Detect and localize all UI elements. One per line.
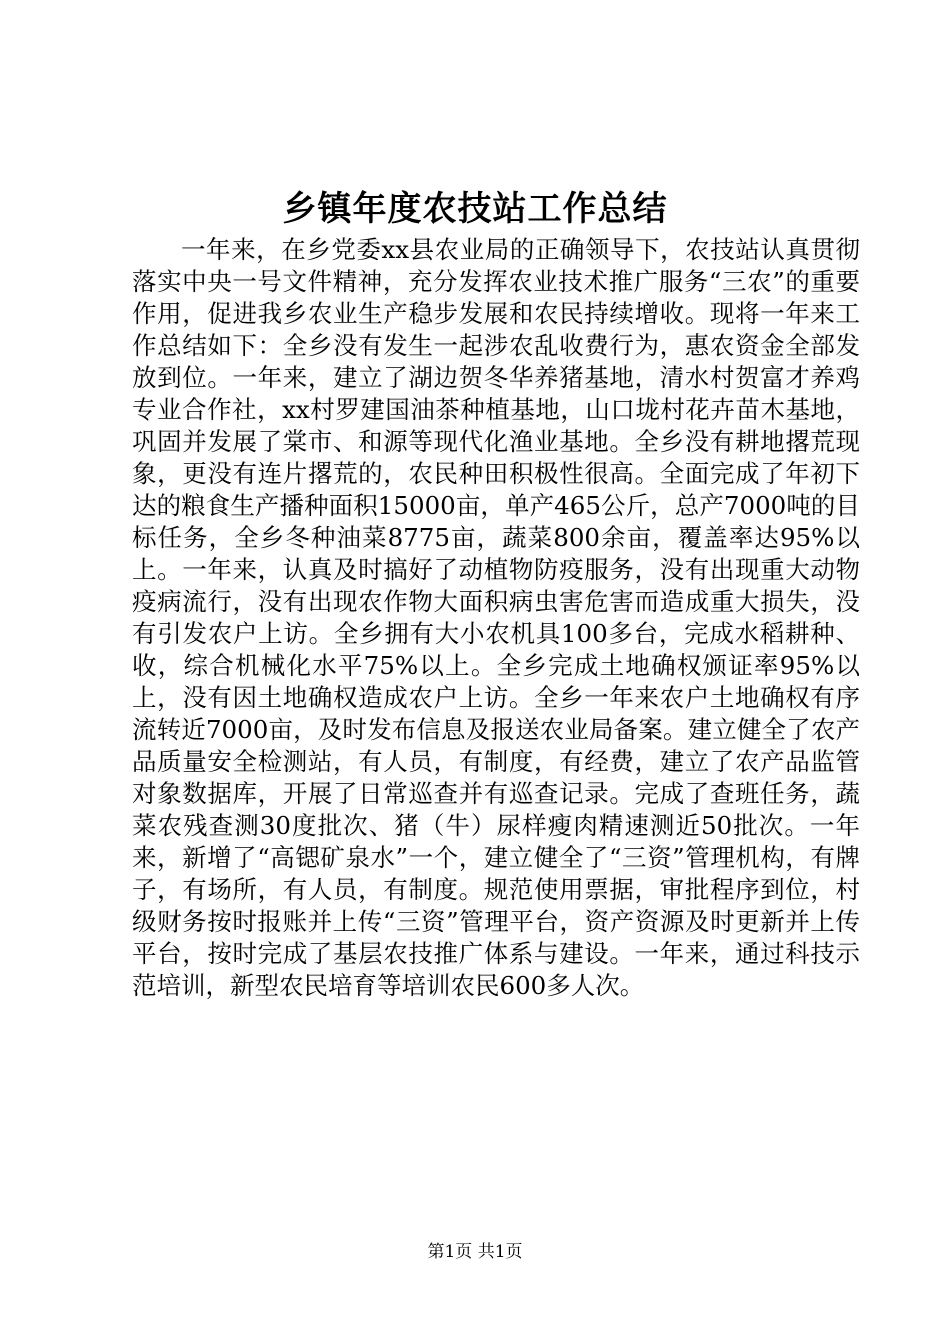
document-title: 乡镇年度农技站工作总结 — [282, 189, 668, 229]
document-body-paragraph: 一年来，在乡党委xx县农业局的正确领导下，农技站认真贯彻落实中央一号文件精神，充分发挥农业技术推广服务“三农”的重要作用，促进我乡农业生产稳步发展和农民持续增收。现将一年来工作总结如下：全乡没有发生一起涉农乱收费行为，惠农资金全部发放到位。一年来，建立了湖边贺冬华养猪基地，清水村贺富才养鸡专业合作社，xx村罗建国油茶种植基地，山口垅村花卉苗木基地，巩固并发展了棠市、和源等现代化渔业基地。全乡没有耕地撂荒现象，更没有连片撂荒的，农民种田积极性很高。全面完成了年初下达的粮食生产播种面积15000亩，单产465公斤，总产7000吨的目标任务，全乡冬种油菜8775亩，蔬菜800余亩，覆盖率达95%以上。一年来，认真及时搞好了动植物防疫服务，没有出现重大动物疫病流行，没有出现农作物大面积病虫害危害而造成重大损失，没有引发农户上访。全乡拥有大小农机具100多台，完成水稻耕种、收，综合机械化水平75%以上。全乡完成土地确权颁证率95%以上，没有因土地确权造成农户上访。全乡一年来农户土地确权有序流转近7000亩，及时发布信息及报送农业局备案。建立健全了农产品质量安全检测站，有人员，有制度，有经费，建立了农产品监管对象数据库，开展了日常巡查并有巡查记录。完成了查班任务，蔬菜农残查测30度批次、猪（牛）尿样瘦肉精速测近50批次。一年来，新增了“高锶矿泉水”一个，建立健全了“三资”管理机构，有牌子，有场所，有人员，有制度。规范使用票据，审批程序到位，村级财务按时报账并上传“三资”管理平台，资产资源及时更新并上传平台，按时完成了基层农技推广体系与建设。一年来，通过科技示范培训，新型农民培育等培训农民600多人次。 — [132, 235, 860, 1000]
page-number-footer: 第1页 共1页 — [427, 1242, 523, 1262]
